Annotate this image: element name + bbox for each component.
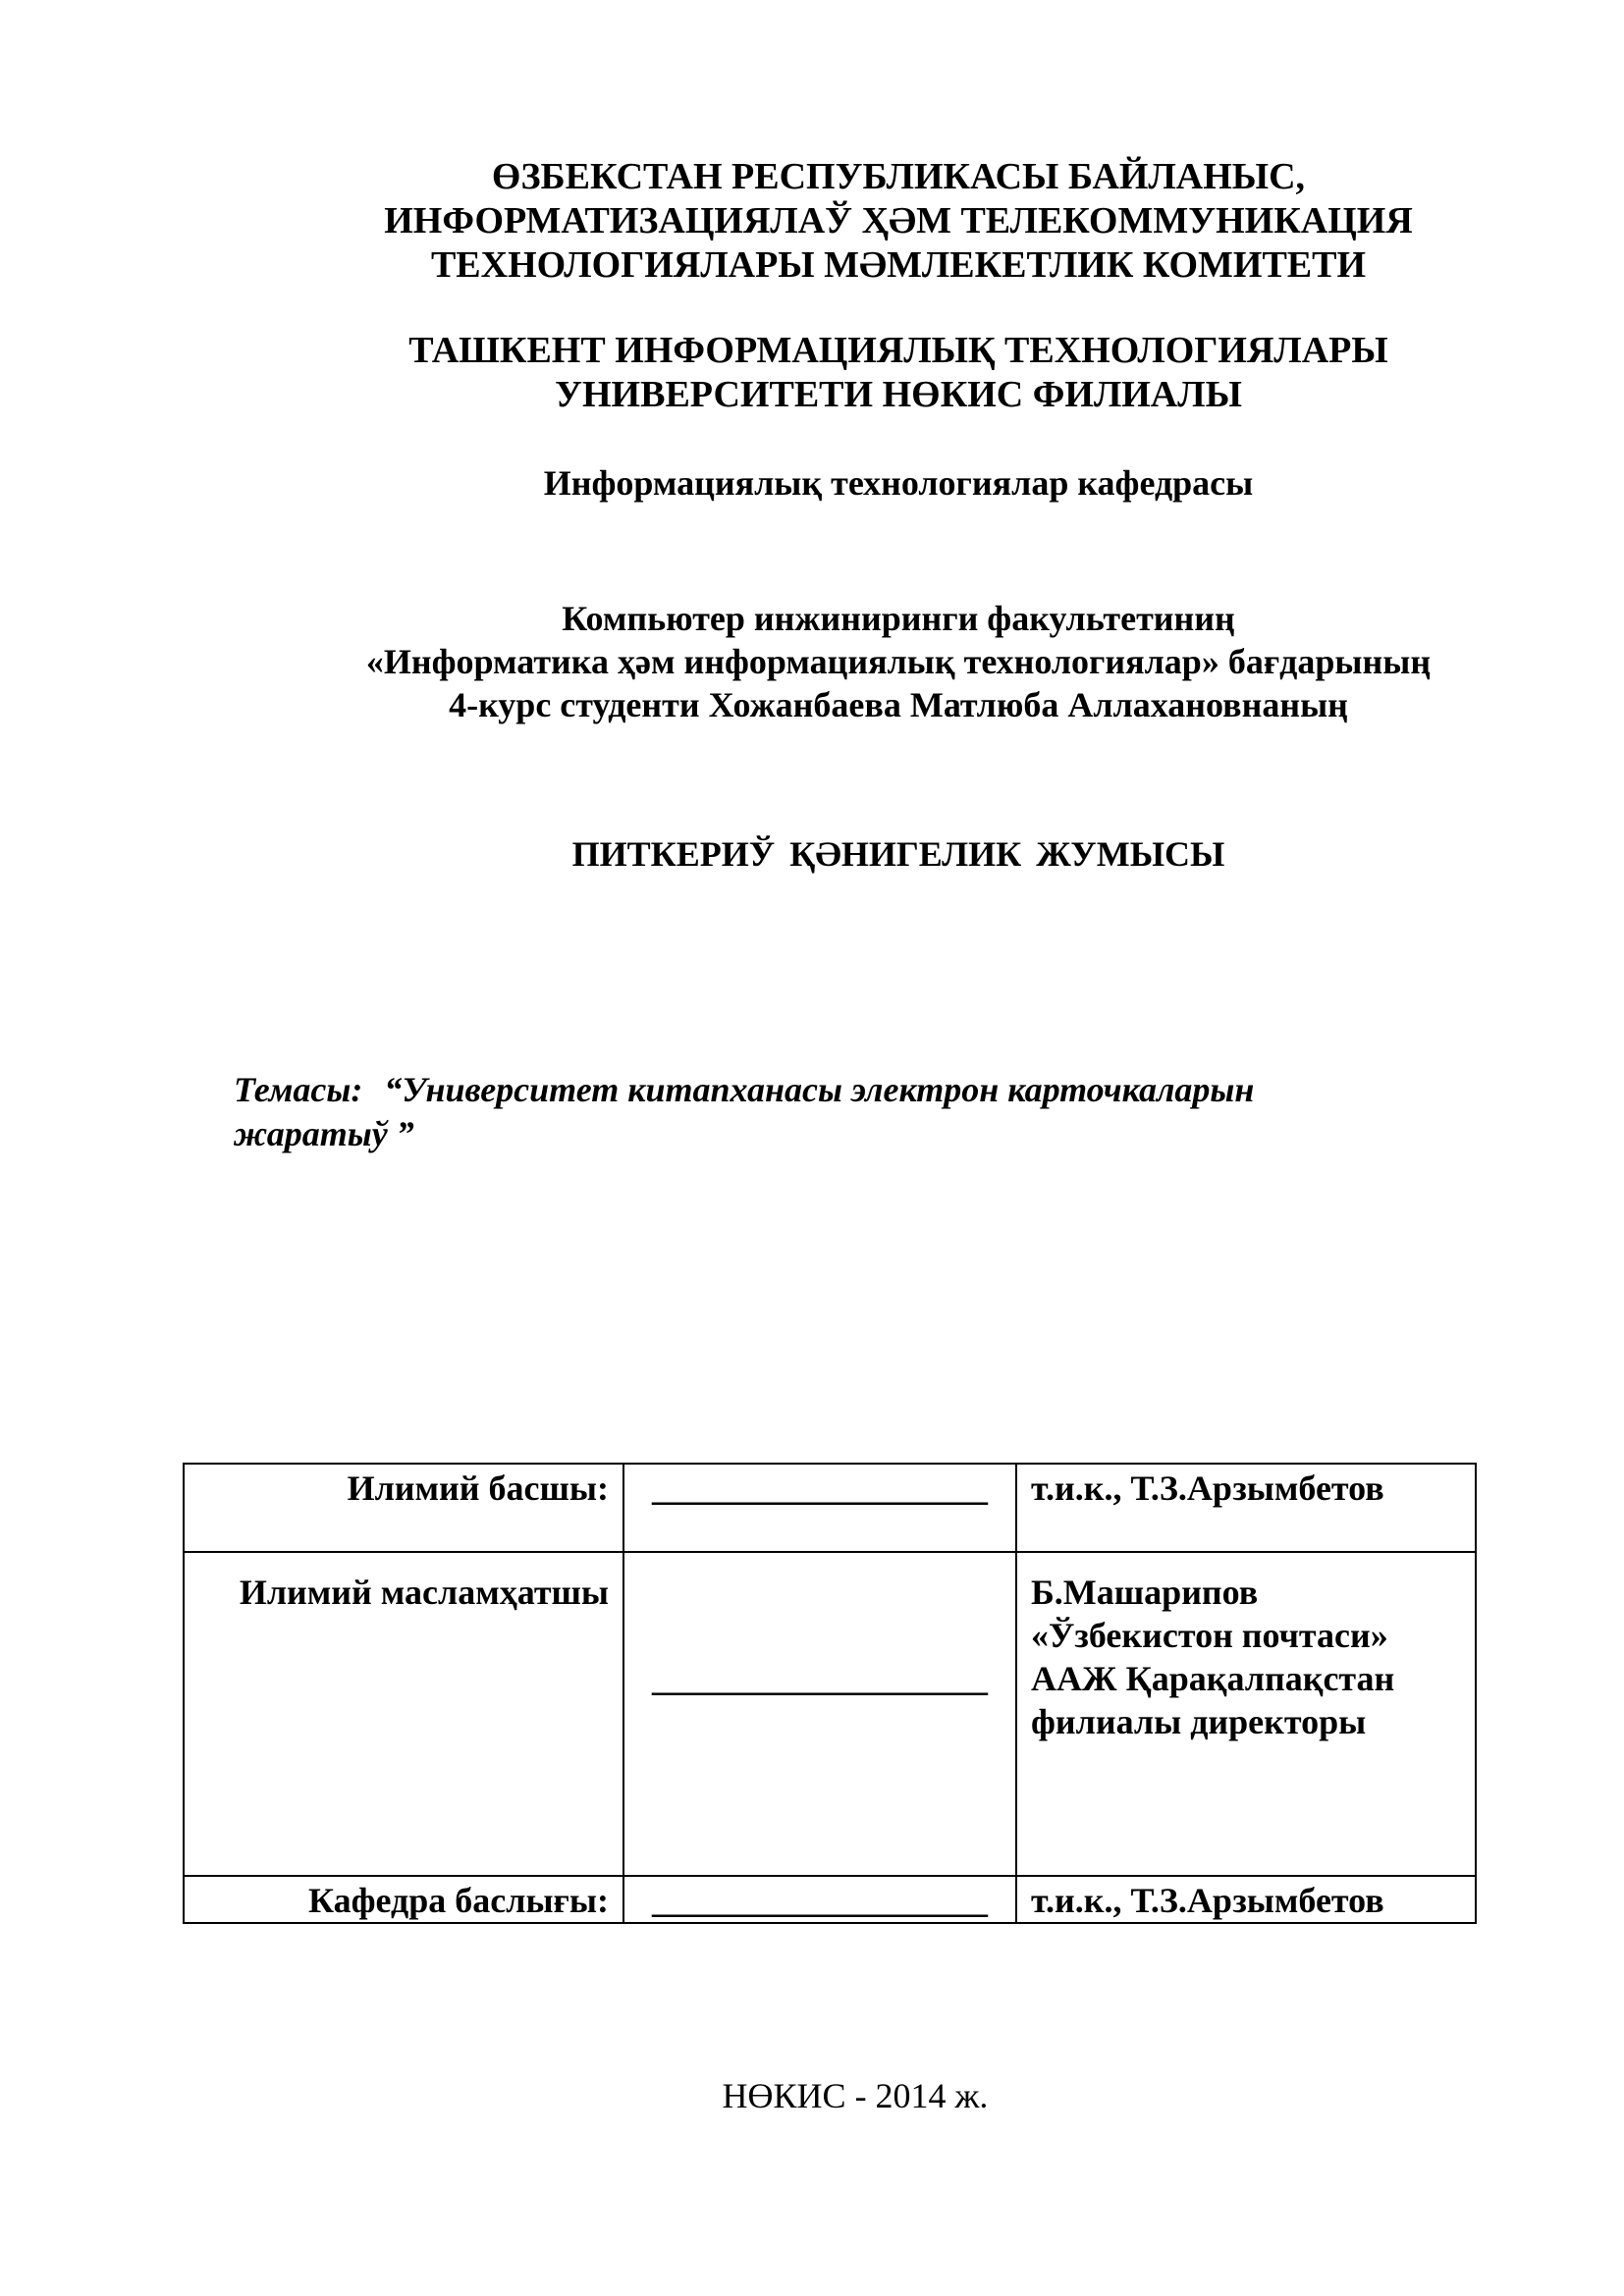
university-heading: [86, 329, 1624, 417]
person-name: т.и.к., Т.З.Арзымбетов: [1031, 1468, 1384, 1508]
role-supervisor: Илимий басшы:: [184, 1464, 623, 1552]
person-org: ААЖ Қарақалпақстан: [1031, 1659, 1395, 1698]
student-info: [86, 597, 1624, 726]
topic: [234, 1068, 1461, 1156]
university-line-2: УНИВЕРСИТЕТИ НӨКИС ФИЛИАЛЫ: [555, 374, 1242, 415]
person-consultant: [1016, 1552, 1476, 1876]
student-line-3: 4-курс студенти Хожанбаева Матлюба Аллахановнаның: [449, 685, 1348, 724]
topic-text-line-1: “Университет китапханасы электрон карточкаларын: [384, 1070, 1255, 1109]
university-line-1: ТАШКЕНТ ИНФОРМАЦИЯЛЫҚ ТЕХНОЛОГИЯЛАРЫ: [408, 330, 1388, 371]
footer-place-year: НӨКИС - 2014 ж.: [722, 2076, 989, 2115]
person-name: Б.Машарипов: [1031, 1573, 1259, 1612]
role-head-of-department: Кафедра баслығы:: [184, 1876, 623, 1923]
person-head: [1016, 1876, 1476, 1923]
work-title: ПИТКЕРИЎ ҚӘНИГЕЛИК ЖУМЫСЫ: [571, 834, 1225, 874]
ministry-line-3: ТЕХНОЛОГИЯЛАРЫ МӘМЛЕКЕТЛИК КОМИТЕТИ: [430, 244, 1367, 286]
role-consultant: Илимий масламҳатшы: [184, 1552, 623, 1876]
table-row: [184, 1876, 1476, 1923]
ministry-line-1: ӨЗБЕКСТАН РЕСПУБЛИКАСЫ БАЙЛАНЫС,: [491, 156, 1306, 197]
signature-line: ___________________: [623, 1464, 1016, 1552]
student-line-2: «Информатика ҳәм информациялық технологиялар» бағдарының: [365, 642, 1432, 681]
table-row: [184, 1464, 1476, 1552]
ministry-line-2: ИНФОРМАТИЗАЦИЯЛАЎ ҲӘМ ТЕЛЕКОММУНИКАЦИЯ: [384, 200, 1413, 241]
signature-line: ___________________: [623, 1876, 1016, 1923]
signature-line: ___________________: [623, 1552, 1016, 1876]
ministry-heading: [86, 155, 1624, 288]
signatures-table: [183, 1463, 1477, 1924]
person-position: филиалы директоры: [1031, 1702, 1367, 1741]
person-name: т.и.к., Т.З.Арзымбетов: [1031, 1881, 1384, 1920]
student-line-1: Компьютер инжиниринги факультетиниң: [562, 599, 1235, 638]
topic-label: Темасы:: [234, 1070, 363, 1109]
topic-text-line-2: жаратыў ”: [234, 1114, 414, 1153]
table-row: [184, 1552, 1476, 1876]
person-supervisor: [1016, 1464, 1476, 1552]
department-name: Информациялық технологиялар кафедрасы: [543, 463, 1254, 503]
person-org: «Ўзбекистон почтаси»: [1031, 1616, 1388, 1655]
